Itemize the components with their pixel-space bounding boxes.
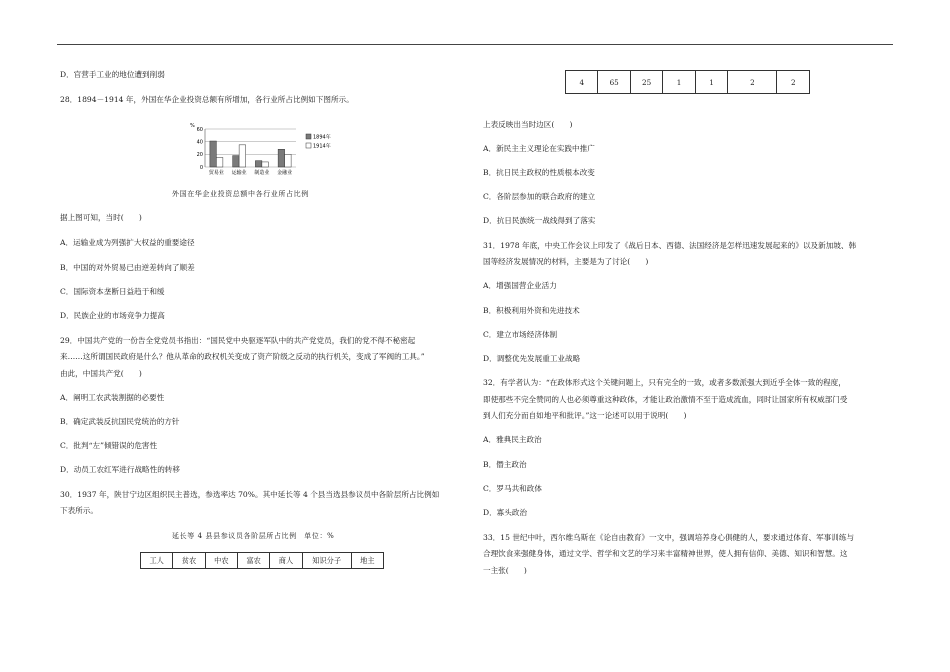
q29-option-d: D．动员工农红军进行战略性的转移 xyxy=(60,465,180,474)
x-category-label: 制造业 xyxy=(254,170,270,176)
bar-series2 xyxy=(285,154,292,167)
q31-stem-line2: 国等经济发展情况的材料，主要是为了讨论( ) xyxy=(483,257,649,266)
x-category-label: 运输业 xyxy=(231,170,247,176)
q32-stem-line2: 即使那些不完全赞同的人也必须尊重这种政体，才能让政治激情不至于造成流血，同时让国家所有权威部门受 xyxy=(483,395,848,404)
q29-stem-line2: 来……这所谓国民政府是什么？他从革命的政权机关变成了资产阶级之反动的执行机关，变成了军阀的工具。” xyxy=(60,352,425,361)
q30-table-caption: 延长等 4 县县参议员各阶层所占比例 单位：% xyxy=(172,532,335,540)
q30-option-d: D．抗日民族统一战线得到了落实 xyxy=(483,216,596,225)
q28-chart xyxy=(188,122,338,180)
q29-stem-line3: 由此，中国共产党( ) xyxy=(60,369,142,378)
q28-chart-caption: 外国在华企业投资总额中各行业所占比例 xyxy=(172,190,309,198)
q30-option-a: A．新民主主义理论在实践中推广 xyxy=(483,144,595,153)
q28-stem: 28．1894－1914 年，外国在华企业投资总额有所增加，各行业所占比例如下图所示。 xyxy=(60,95,354,104)
legend-swatch xyxy=(306,143,311,148)
q33-stem-line2: 合理饮食来强健身体，通过文学、哲学和文艺的学习来丰富精神世界，使人拥有信仰、美德、知识和智慧。这 xyxy=(483,549,848,558)
q32-option-c: C．罗马共和政体 xyxy=(483,484,542,493)
q29-option-b: B．确定武装反抗国民党统治的方针 xyxy=(60,417,180,426)
bar-series1 xyxy=(255,161,262,167)
q31-option-a: A．增强国营企业活力 xyxy=(483,281,557,290)
q30-stem-line2: 下表所示。 xyxy=(60,506,98,515)
bar-series1 xyxy=(278,149,285,167)
table-value-cell: 1 xyxy=(695,71,727,94)
q30-stem-line1: 30．1937 年，陕甘宁边区组织民主普选，参选率达 70%。其中延长等 4 个县当选县参议员中各阶层所占比例如 xyxy=(60,490,440,499)
q30-table-values xyxy=(565,70,810,94)
x-category-label: 贸易业 xyxy=(208,170,224,176)
table-value-cell: 1 xyxy=(663,71,695,94)
table-header-cell: 地主 xyxy=(351,553,383,569)
q30-option-c: C．各阶层参加的联合政府的建立 xyxy=(483,192,596,201)
table-header-cell: 贫农 xyxy=(173,553,205,569)
q30-table-header xyxy=(140,552,384,569)
q31-option-c: C．建立市场经济体制 xyxy=(483,330,558,339)
bar-series1 xyxy=(233,156,240,167)
q31-option-d: D．调整优先发展重工业战略 xyxy=(483,354,581,363)
q30-prompt: 上表反映出当时边区( ) xyxy=(483,120,573,129)
legend-label: 1894年 xyxy=(313,134,331,141)
table-header-cell: 商人 xyxy=(270,553,302,569)
header-rule xyxy=(57,44,893,45)
q32-stem-line3: 到人们充分而自如地平和批评。”这一论述可以用于说明( ) xyxy=(483,411,687,420)
q32-option-b: B．僭主政治 xyxy=(483,460,527,469)
y-axis-unit-label: % xyxy=(190,123,195,129)
table-value-cell: 4 xyxy=(566,71,598,94)
x-category-label: 金融业 xyxy=(277,170,293,176)
q33-stem-line1: 33．15 世纪中叶，西尔维乌斯在《论自由教育》一文中，强调培养身心俱健的人，要求通过体育、军事训练与 xyxy=(483,533,855,542)
q28-option-c: C．国际资本垄断日益趋于和缓 xyxy=(60,287,165,296)
q30-option-b: B．抗日民主政权的性质根本改变 xyxy=(483,168,595,177)
table-value-cell: 2 xyxy=(777,71,810,94)
bar-series2 xyxy=(262,162,269,167)
q31-option-b: B．积极利用外资和先进技术 xyxy=(483,306,580,315)
bar-series2 xyxy=(239,145,246,167)
q28-option-a: A．运输业成为列强扩大权益的重要途径 xyxy=(60,238,195,247)
y-tick-label: 0 xyxy=(199,164,203,171)
q28-prompt: 据上图可知，当时( ) xyxy=(60,213,142,222)
bar-chart xyxy=(188,122,338,180)
q27-option-d: D．官营手工业的地位遭到削弱 xyxy=(60,70,165,79)
table-header-cell: 富农 xyxy=(237,553,269,569)
q29-option-a: A．阐明工农武装割据的必要性 xyxy=(60,393,165,402)
table-value-cell: 2 xyxy=(728,71,777,94)
q32-option-a: A．雅典民主政治 xyxy=(483,435,542,444)
q29-stem-line1: 29．中国共产党的一份告全党党员书指出：“国民党中央驱逐军队中的共产党党员，我们的党不得不秘密起 xyxy=(60,336,416,345)
legend-swatch xyxy=(306,134,311,139)
q33-stem-line3: 一主张( ) xyxy=(483,566,527,575)
table-header-cell: 中农 xyxy=(205,553,237,569)
y-tick-label: 20 xyxy=(196,152,203,159)
q32-option-d: D．寡头政治 xyxy=(483,508,528,517)
table-header-cell: 工人 xyxy=(141,553,173,569)
y-tick-label: 60 xyxy=(196,126,203,133)
legend-label: 1914年 xyxy=(313,143,331,150)
table-header-cell: 知识分子 xyxy=(302,553,351,569)
y-tick-label: 40 xyxy=(196,139,203,146)
bar-series2 xyxy=(216,158,223,168)
table-value-cell: 25 xyxy=(630,71,662,94)
q28-option-d: D．民族企业的市场竞争力提高 xyxy=(60,311,165,320)
q28-option-b: B．中国的对外贸易已由逆差转向了顺差 xyxy=(60,263,195,272)
q32-stem-line1: 32．有学者认为：“在政体形式这个关键问题上，只有完全的一致，或者多数派强大到近乎全体一致的程度， xyxy=(483,378,846,387)
bar-series1 xyxy=(210,141,217,167)
q29-option-c: C．批判“左”倾错误的危害性 xyxy=(60,441,158,450)
table-value-cell: 65 xyxy=(598,71,630,94)
q31-stem-line1: 31．1978 年底，中央工作会议上印发了《战后日本、西德、法国经济是怎样迅速发展起来的》以及新加坡、韩 xyxy=(483,241,857,250)
